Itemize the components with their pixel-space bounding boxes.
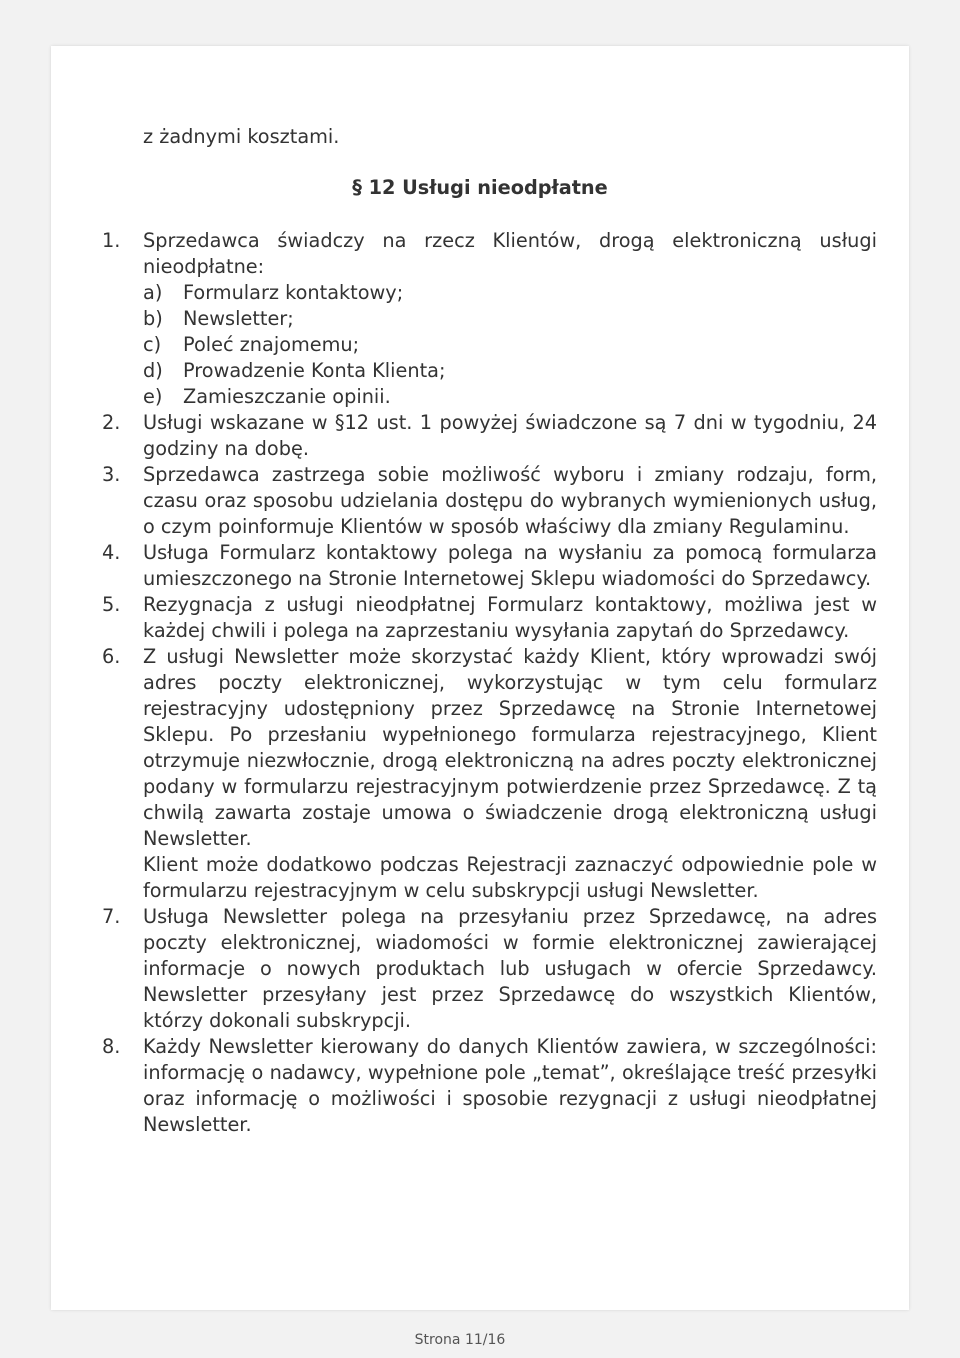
subitem-text: Formularz kontaktowy; [183,281,404,304]
list-item-4 [92,540,877,592]
subitem-letter: a) [143,281,163,304]
item-text: Sprzedawca świadczy na rzecz Klientów, drogą elektroniczną usługi nieodpłatne: [143,229,877,278]
subitem-text: Prowadzenie Konta Klienta; [183,359,446,382]
item-text: Sprzedawca zastrzega sobie możliwość wyboru i zmiany rodzaju, form, czasu oraz sposobu udzielania dostępu do wybranych wymienionych usług, o czym poinformuje Klientów w sposób właściwy dla zmiany Regulaminu. [143,463,877,538]
item-number: 4. [102,541,121,564]
list-item-7 [92,904,877,1034]
item-number: 7. [102,905,121,928]
item-number: 2. [102,411,121,434]
item-text: Z usługi Newsletter może skorzystać każdy Klient, który wprowadzi swój adres poczty elektronicznej, wykorzystując w tym celu formularz rejestracyjny udostępniony przez Sprzedawcę na Stronie Internetowej Sklepu. Po przesłaniu wypełnionego formularza rejestracyjnego, Klient otrzymuje niezwłocznie, drogą elektroniczną na adres poczty elektronicznej podany w formularzu rejestracyjnym potwierdzenie przez Sprzedawcę. Z tą chwilą zawarta zostaje umowa o świadczenie drogą elektroniczną usługi Newsletter. [143,645,877,850]
item-text: Rezygnacja z usługi nieodpłatnej Formularz kontaktowy, możliwa jest w każdej chwili i polega na zaprzestaniu wysyłania zapytań do Sprzedawcy. [143,593,877,642]
list-item-3 [92,462,877,540]
subitem-e [143,384,877,410]
page-footer [0,1331,960,1349]
subitem-d [143,358,877,384]
subitem-letter: b) [143,307,163,330]
list-item-2 [92,410,877,462]
item-number: 6. [102,645,121,668]
item-text: Usługi wskazane w §12 ust. 1 powyżej świadczone są 7 dni w tygodniu, 24 godziny na dobę. [143,411,877,460]
item-number: 3. [102,463,121,486]
subitem-text: Poleć znajomemu; [183,333,360,356]
subitem-text: Zamieszczanie opinii. [183,385,391,408]
item-text: Usługa Newsletter polega na przesyłaniu przez Sprzedawcę, na adres poczty elektronicznej, wiadomości w formie elektronicznej zawierającej informacje o nowych produktach lub usługach w ofercie Sprzedawcy. Newsletter przesyłany jest przez Sprzedawcę do wszystkich Klientów, którzy dokonali subskrypcji. [143,905,877,1032]
list-item-1 [92,228,877,410]
list-item-8 [92,1034,877,1138]
list-item-5 [92,592,877,644]
section-list [92,228,877,1138]
subitem-letter: d) [143,359,163,382]
item-text: Usługa Formularz kontaktowy polega na wysłaniu za pomocą formularza umieszczonego na Stronie Internetowej Sklepu wiadomości do Sprzedawcy. [143,541,877,590]
subitem-text: Newsletter; [183,307,294,330]
subitem-a [143,280,877,306]
item-number: 8. [102,1035,121,1058]
item-text: Każdy Newsletter kierowany do danych Klientów zawiera, w szczególności: informację o nadawcy, wypełnione pole „temat”, określające treść przesyłki oraz informację o możliwości i sposobie rezygnacji z usługi nieodpłatnej Newsletter. [143,1035,877,1136]
subitem-c [143,332,877,358]
item-number: 5. [102,593,121,616]
page-number: Strona 11/16 [414,1332,506,1348]
subitem-letter: e) [143,385,163,408]
subitem-b [143,306,877,332]
continuation-text: z żadnymi kosztami. [143,125,340,148]
item-extra-text: Klient może dodatkowo podczas Rejestracji zaznaczyć odpowiednie pole w formularzu rejestracyjnym w celu subskrypcji usługi Newsletter. [143,853,877,902]
subitem-letter: c) [143,333,162,356]
list-item-6 [92,644,877,904]
item-number: 1. [102,229,121,252]
section-title: § 12 Usługi nieodpłatne [352,176,608,199]
